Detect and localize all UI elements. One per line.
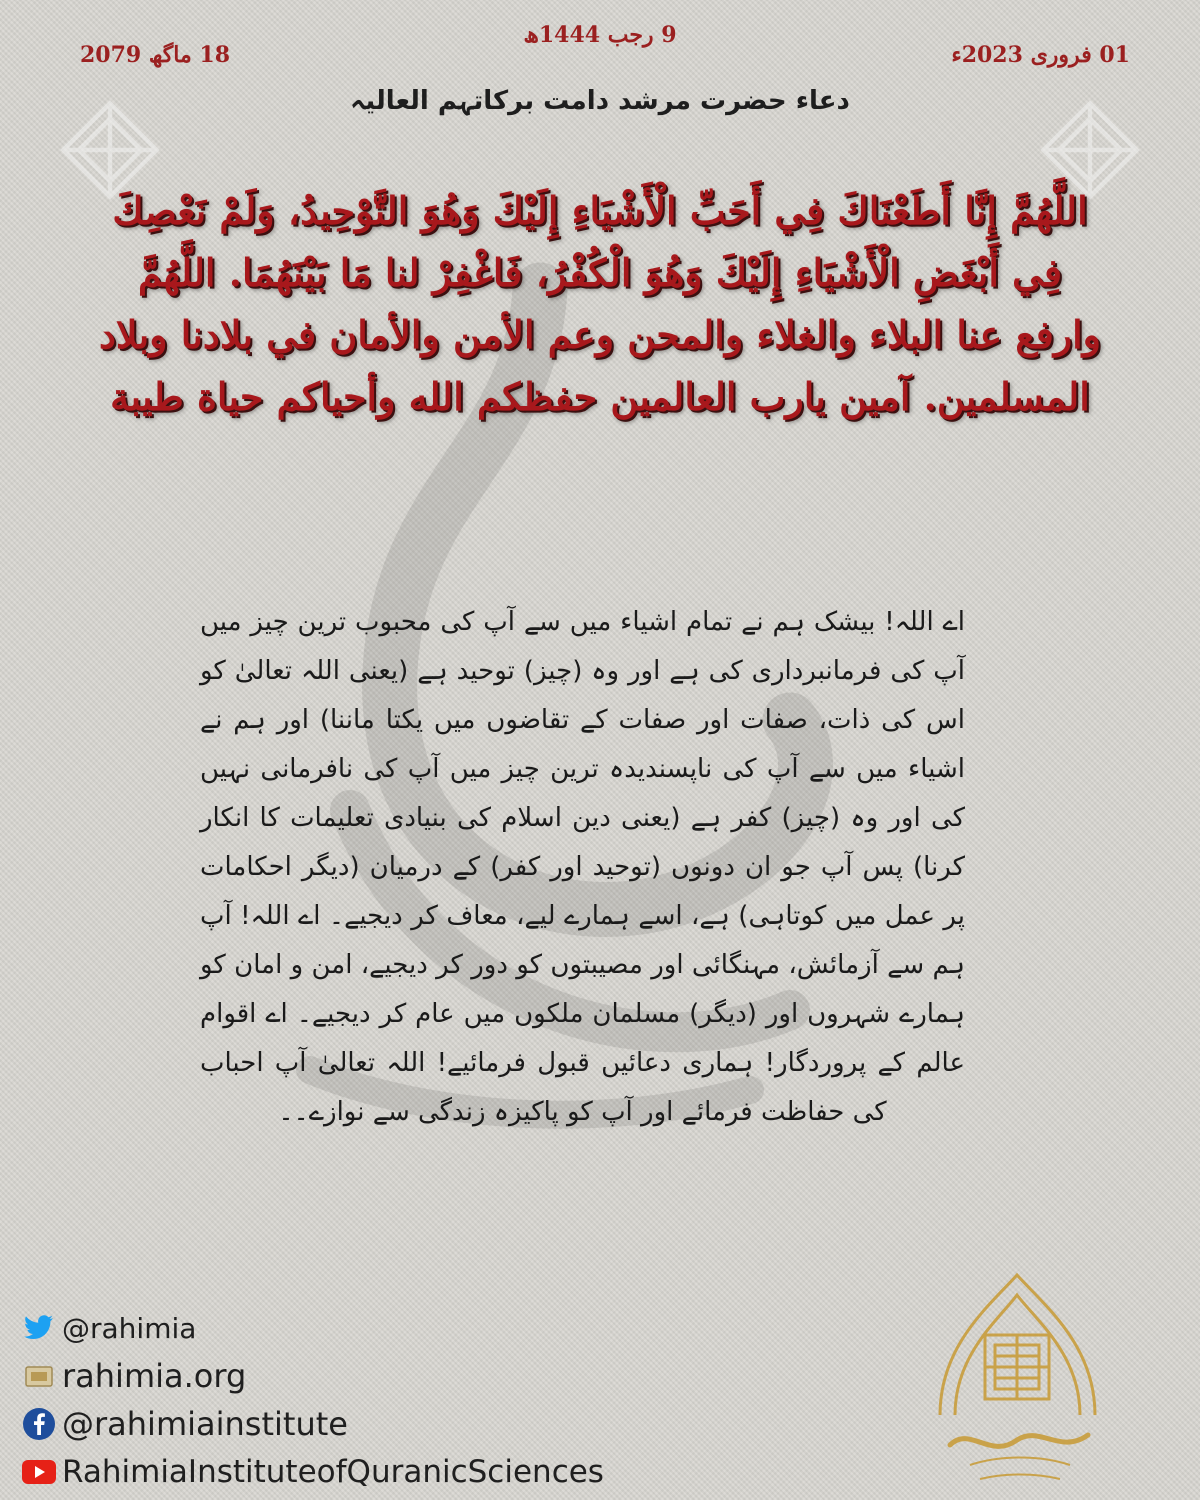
gregorian-date: 01 فروری 2023ء [951,42,1130,68]
twitter-icon [22,1311,56,1345]
twitter-link[interactable] [22,1305,604,1351]
twitter-handle: @rahimia [62,1311,197,1345]
facebook-link[interactable] [22,1401,604,1447]
website-link[interactable] [22,1353,604,1399]
urdu-translation-text: اے اللہ! بیشک ہم نے تمام اشیاء میں سے آپ کی محبوب ترین چیز میں آپ کی فرمانبرداری کی ہے اور وہ (چیز) توحید ہے (یعنی اللہ تعالیٰ کو اس کی ذات، صفات اور صفات کے تقاضوں میں یکتا ماننا) اور ہم نے اشیاء میں سے آپ کی ناپسندیدہ ترین چیز میں آپ کی نافرمانی نہیں کی اور وہ (چیز) کفر ہے (یعنی دین اسلام کی بنیادی تعلیمات کا انکار کرنا) پس آپ جو ان دونوں (توحید اور کفر) کے درمیان (دیگر احکامات پر عمل میں کوتاہی) ہے، اسے ہمارے لیے، معاف کر دیجیے۔ اے اللہ! آپ ہم سے آزمائش، مہنگائی اور مصیبتوں کو دور کر دیجیے، امن و امان کو ہمارے شہروں اور (دیگر) مسلمان ملکوں میں عام کر دیجیے۔ اے اقوام عالم کے پروردگار! ہماری دعائیں قبول فرمائیے! اللہ تعالیٰ آپ احباب کی حفاظت فرمائے اور آپ کو پاکیزہ زندگی سے نوازے۔۔ [200,607,965,1127]
youtube-link[interactable] [22,1449,604,1495]
dua-heading: دعاء حضرت مرشد دامت برکاتہم العالیہ [350,86,850,116]
rahimia-logo-icon [910,1265,1125,1490]
web-icon [22,1359,56,1393]
youtube-icon [22,1455,56,1489]
arabic-dua-text: اللَّهُمَّ إِنَّا أَطَعْنَاكَ فِي أَحَبِّ الْأَشْيَاءِ إِلَيْكَ وَهُوَ التَّوْحِيدُ، وَلَمْ نَعْصِكَ فِي أَبْغَضِ الْأَشْيَاءِ إِلَيْكَ وَهُوَ الْكُفْرُ، فَاغْفِرْ لنا مَا بَيْنَهُمَا. اللَّهُمَّ وارفع عنا البلاء والغلاء والمحن وعم الأمن والأمان في بلادنا وبلاد المسلمين. آمين يارب العالمين حفظكم الله وأحياكم حياة طيبة [98,188,1101,419]
facebook-icon [22,1407,56,1441]
social-links [22,1305,604,1497]
hijri-date: 9 رجب 1444ھ [523,22,677,48]
bikrami-date: 18 ماگھ 2079 [80,42,231,68]
website-url: rahimia.org [62,1357,247,1395]
youtube-channel: RahimiaInstituteofQuranicSciences [62,1454,604,1490]
facebook-handle: @rahimiainstitute [62,1405,348,1443]
